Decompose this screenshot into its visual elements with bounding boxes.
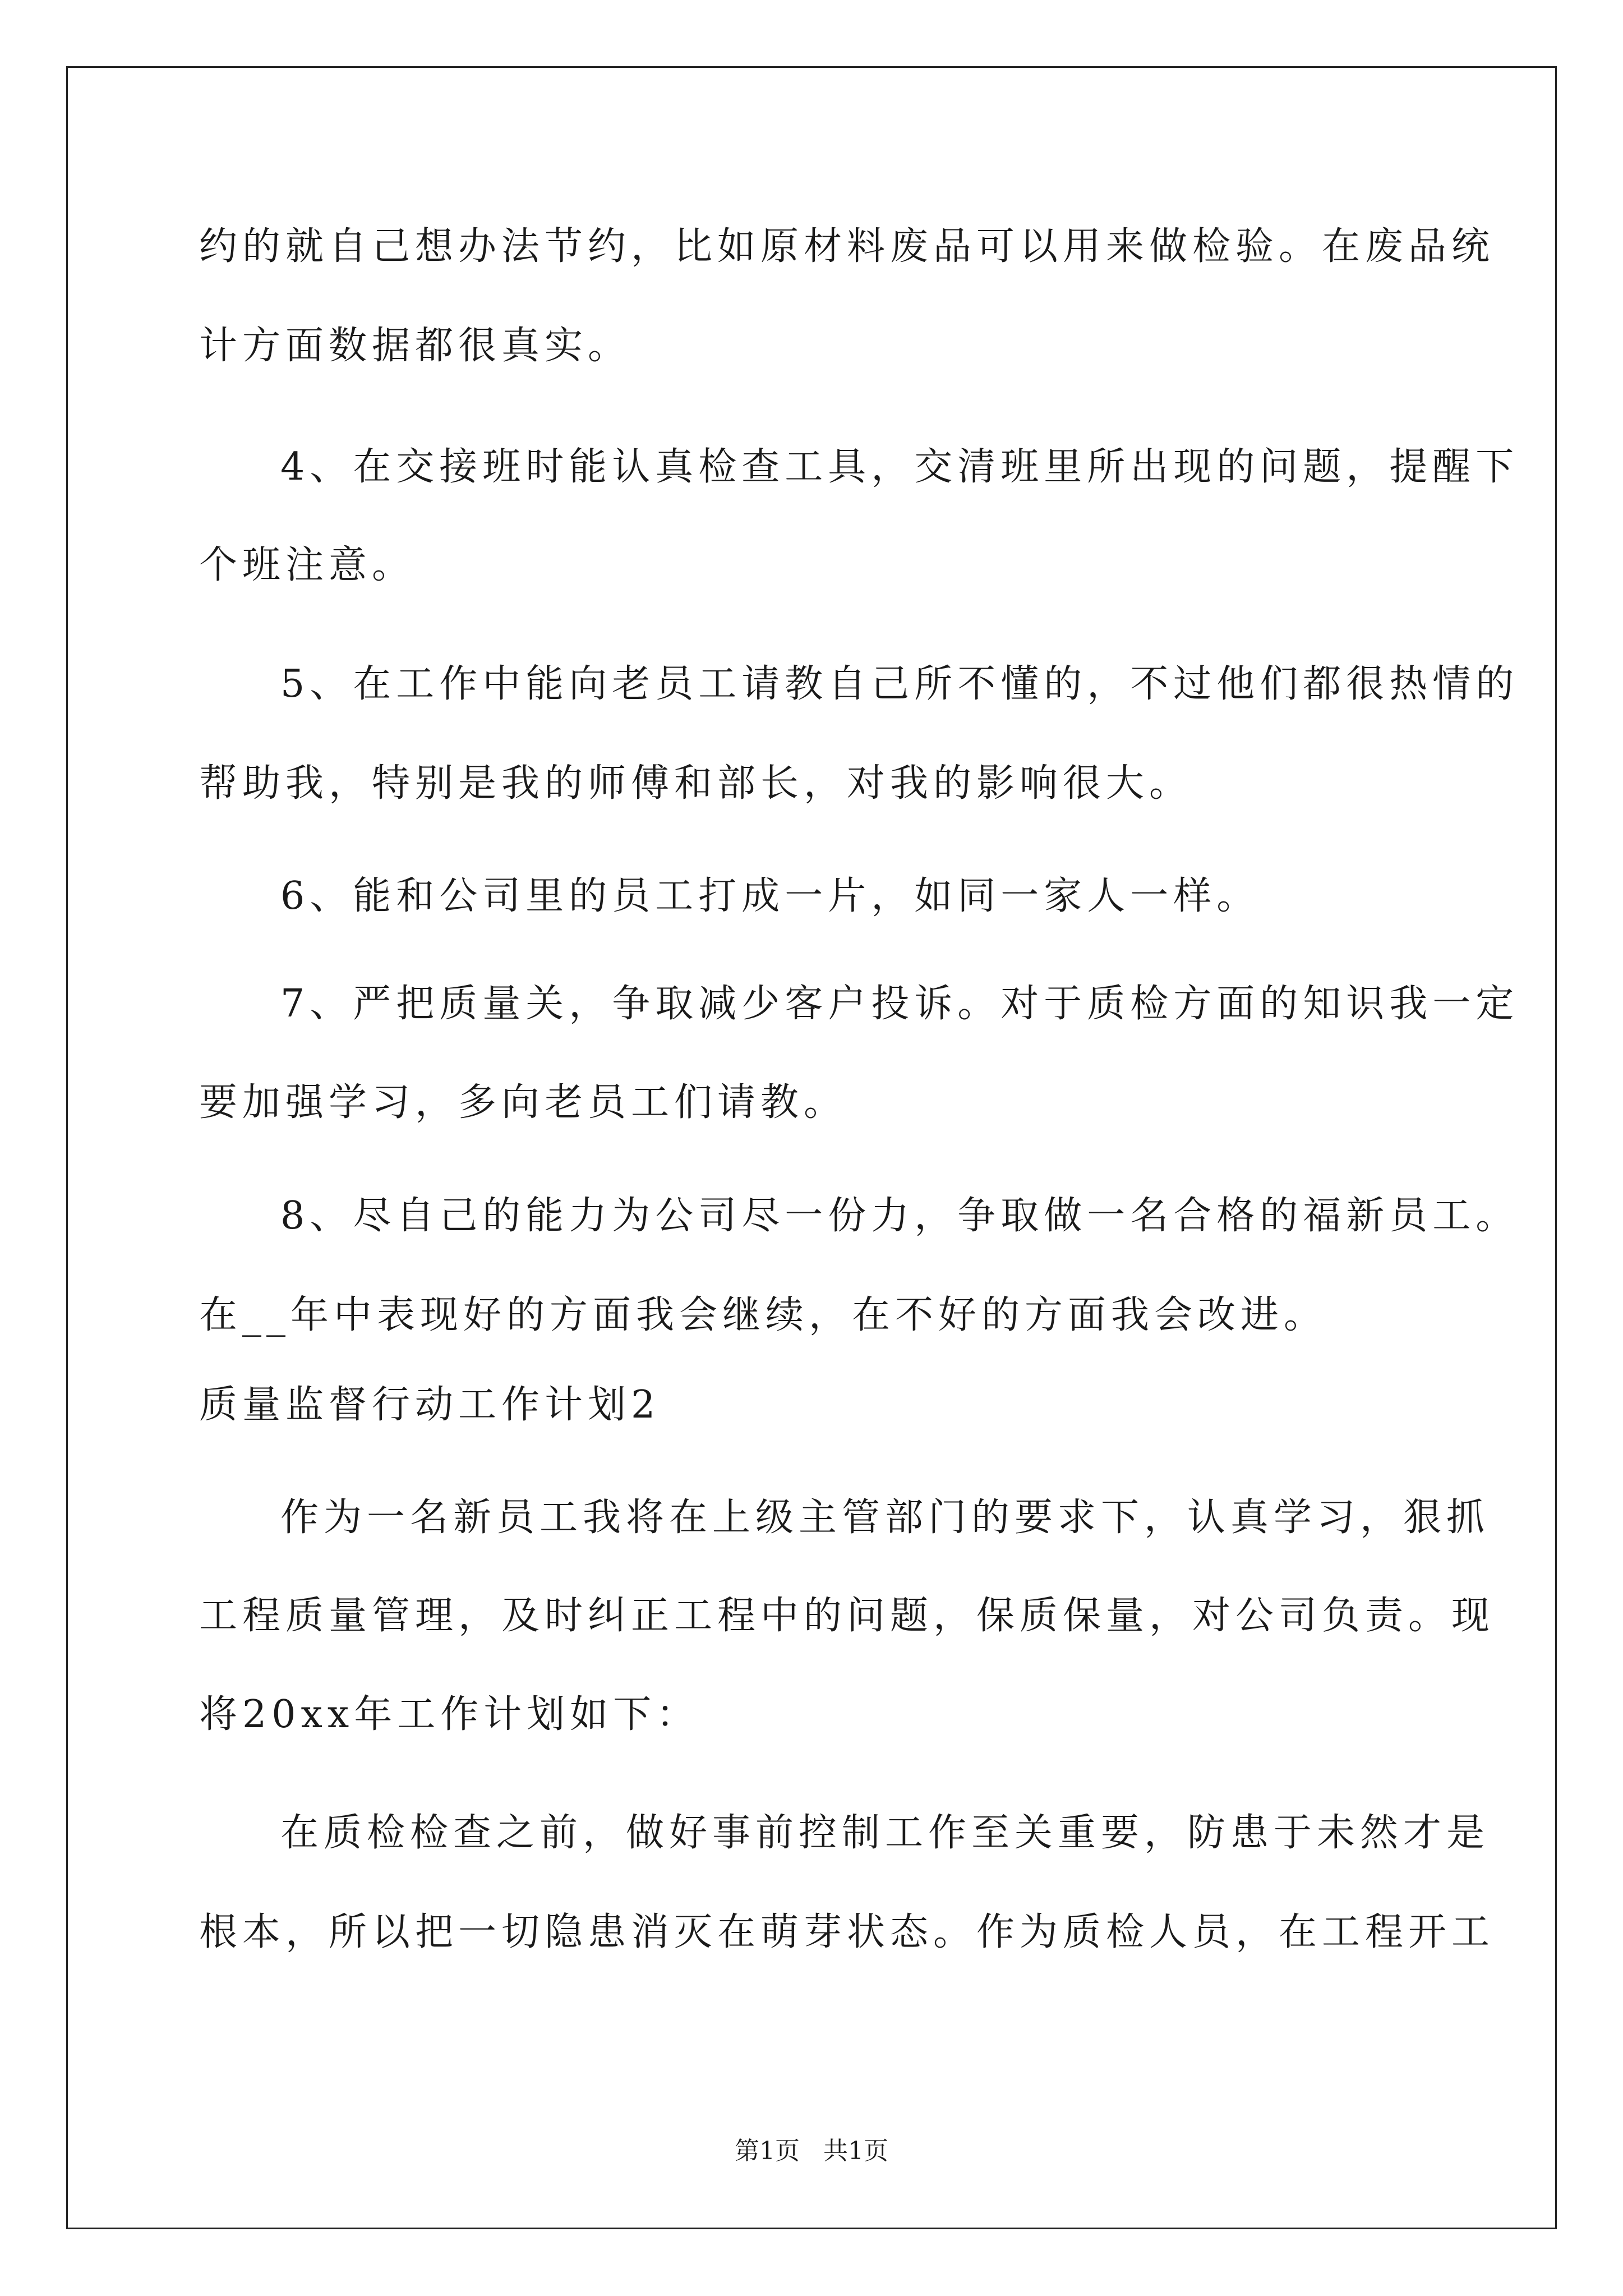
body-text-line: 6、能和公司里的员工打成一片，如同一家人一样。 — [280, 874, 1260, 918]
body-text-line: 工程质量管理，及时纠正工程中的问题，保质保量，对公司负责。现 — [199, 1594, 1495, 1638]
body-text-line: 个班注意。 — [199, 543, 416, 587]
body-text-line: 帮助我，特别是我的师傅和部长，对我的影响很大。 — [199, 761, 1193, 806]
body-text-line: 在质检检查之前，做好事前控制工作至关重要，防患于未然才是 — [280, 1811, 1490, 1855]
page-border — [66, 66, 1557, 2229]
body-text-line: 根本，所以把一切隐患消灭在萌芽状态。作为质检人员，在工程开工 — [199, 1910, 1495, 1954]
body-text-line: 7、严把质量关，争取减少客户投诉。对于质检方面的知识我一定 — [280, 982, 1519, 1026]
body-text-line: 计方面数据都很真实。 — [199, 324, 631, 368]
body-text-line: 约的就自己想办法节约，比如原材料废品可以用来做检验。在废品统 — [199, 224, 1495, 269]
body-text-line: 在__年中表现好的方面我会继续，在不好的方面我会改进。 — [199, 1293, 1327, 1337]
body-text-line: 5、在工作中能向老员工请教自己所不懂的，不过他们都很热情的 — [280, 662, 1519, 706]
body-text-line: 4、在交接班时能认真检查工具，交清班里所出现的问题，提醒下 — [280, 445, 1519, 489]
body-text-line: 作为一名新员工我将在上级主管部门的要求下，认真学习，狠抓 — [280, 1496, 1490, 1540]
page-footer: 第1页 共1页 — [735, 2137, 888, 2165]
body-text-line: 将20xx年工作计划如下： — [199, 1692, 700, 1737]
body-text-line: 要加强学习，多向老员工们请教。 — [199, 1080, 847, 1125]
body-text-line: 8、尽自己的能力为公司尽一份力，争取做一名合格的福新员工。 — [280, 1194, 1519, 1238]
section-heading: 质量监督行动工作计划2 — [199, 1383, 661, 1427]
